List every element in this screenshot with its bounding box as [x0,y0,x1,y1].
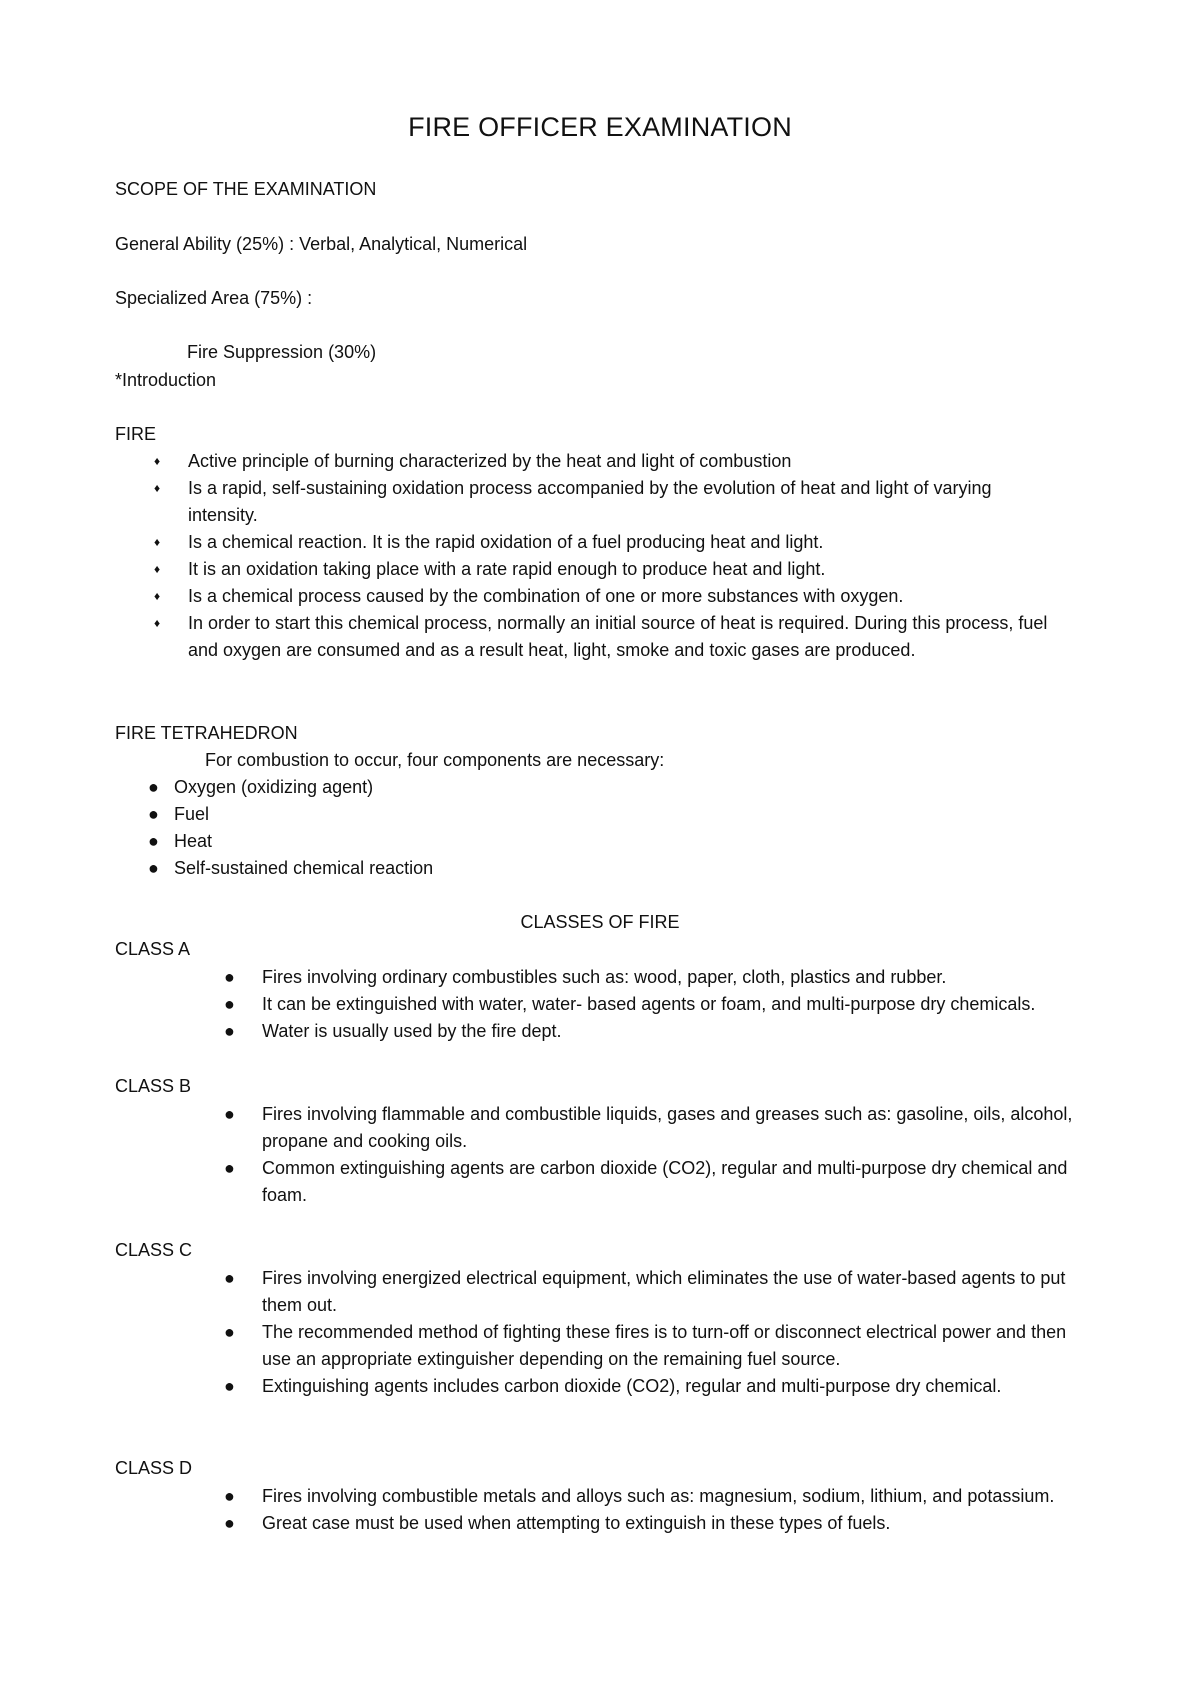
list-item: ● Water is usually used by the fire dept. [262,1018,1082,1045]
tetrahedron-list [148,774,874,882]
bullet-icon: ♦ [154,535,161,549]
bullet-icon: ● [224,1104,235,1124]
bullet-icon: ♦ [154,589,161,603]
list-item: ♦ Is a rapid, self-sustaining oxidation process accompanied by the evolution of heat and light of varying intensity. [188,475,1058,529]
bullet-icon: ● [148,777,159,797]
bullet-icon: ● [224,1268,235,1288]
list-item: ● Fires involving energized electrical equipment, which eliminates the use of water-based agents to put them out. [262,1265,1092,1319]
bullet-icon: ● [148,831,159,851]
bullet-icon: ● [224,1158,235,1178]
tetrahedron-intro: For combustion to occur, four components are necessary: [205,750,665,770]
class-d-list [224,1483,1082,1537]
bullet-icon: ● [224,1513,235,1533]
tetrahedron-heading: FIRE TETRAHEDRON [115,723,298,743]
class-a-list [224,964,1082,1045]
list-item: ● Heat [174,828,874,855]
class-b-list [224,1101,1082,1209]
class-b-heading: CLASS B [115,1076,192,1096]
list-item: ● Fuel [174,801,874,828]
fire-definition-list [154,448,1058,664]
introduction-line: *Introduction [115,370,217,390]
bullet-icon: ♦ [154,616,161,630]
specialized-area-line: Specialized Area (75%) : [115,288,313,308]
scope-heading: SCOPE OF THE EXAMINATION [115,179,377,199]
fire-suppression-line: Fire Suppression (30%) [187,342,377,362]
class-a-heading: CLASS A [115,939,191,959]
bullet-icon: ● [224,1322,235,1342]
list-item: ● Fires involving flammable and combustible liquids, gases and greases such as: gasoline, oils, alcohol, propane and cooking oils. [262,1101,1082,1155]
list-item: ● Fires involving ordinary combustibles such as: wood, paper, cloth, plastics and rubber. [262,964,1082,991]
list-item: ● Great case must be used when attempting to extinguish in these types of fuels. [262,1510,1082,1537]
list-item: ♦ It is an oxidation taking place with a rate rapid enough to produce heat and light. [188,556,1058,583]
bullet-icon: ● [224,1021,235,1041]
fire-heading: FIRE [115,424,157,444]
list-item: ● It can be extinguished with water, water- based agents or foam, and multi-purpose dry chemicals. [262,991,1082,1018]
classes-heading: CLASSES OF FIRE [520,912,680,932]
list-item: ♦ Active principle of burning characterized by the heat and light of combustion [188,448,1058,475]
bullet-icon: ● [224,1376,235,1396]
bullet-icon: ♦ [154,562,161,576]
bullet-icon: ● [148,858,159,878]
bullet-icon: ● [148,804,159,824]
list-item: ♦ Is a chemical process caused by the combination of one or more substances with oxygen. [188,583,1058,610]
list-item: ● Oxygen (oxidizing agent) [174,774,874,801]
bullet-icon: ● [224,967,235,987]
list-item: ● Self-sustained chemical reaction [174,855,874,882]
list-item: ● Extinguishing agents includes carbon dioxide (CO2), regular and multi-purpose dry chemical. [262,1373,1092,1400]
bullet-icon: ● [224,1486,235,1506]
class-c-heading: CLASS C [115,1240,193,1260]
class-c-list [224,1265,1092,1400]
general-ability-line: General Ability (25%) : Verbal, Analytical, Numerical [115,234,528,254]
class-d-heading: CLASS D [115,1458,193,1478]
bullet-icon: ● [224,994,235,1014]
list-item: ● Fires involving combustible metals and alloys such as: magnesium, sodium, lithium, and potassium. [262,1483,1082,1510]
bullet-icon: ♦ [154,454,161,468]
list-item: ● The recommended method of fighting these fires is to turn-off or disconnect electrical power and then use an appropriate extinguisher depending on the remaining fuel source. [262,1319,1092,1373]
page-title: FIRE OFFICER EXAMINATION [408,112,792,142]
list-item: ♦ In order to start this chemical process, normally an initial source of heat is required. During this process, fuel and oxygen are consumed and as a result heat, light, smoke and toxic gases are produced. [188,610,1058,664]
list-item: ● Common extinguishing agents are carbon dioxide (CO2), regular and multi-purpose dry chemical and foam. [262,1155,1082,1209]
list-item: ♦ Is a chemical reaction. It is the rapid oxidation of a fuel producing heat and light. [188,529,1058,556]
bullet-icon: ♦ [154,481,161,495]
